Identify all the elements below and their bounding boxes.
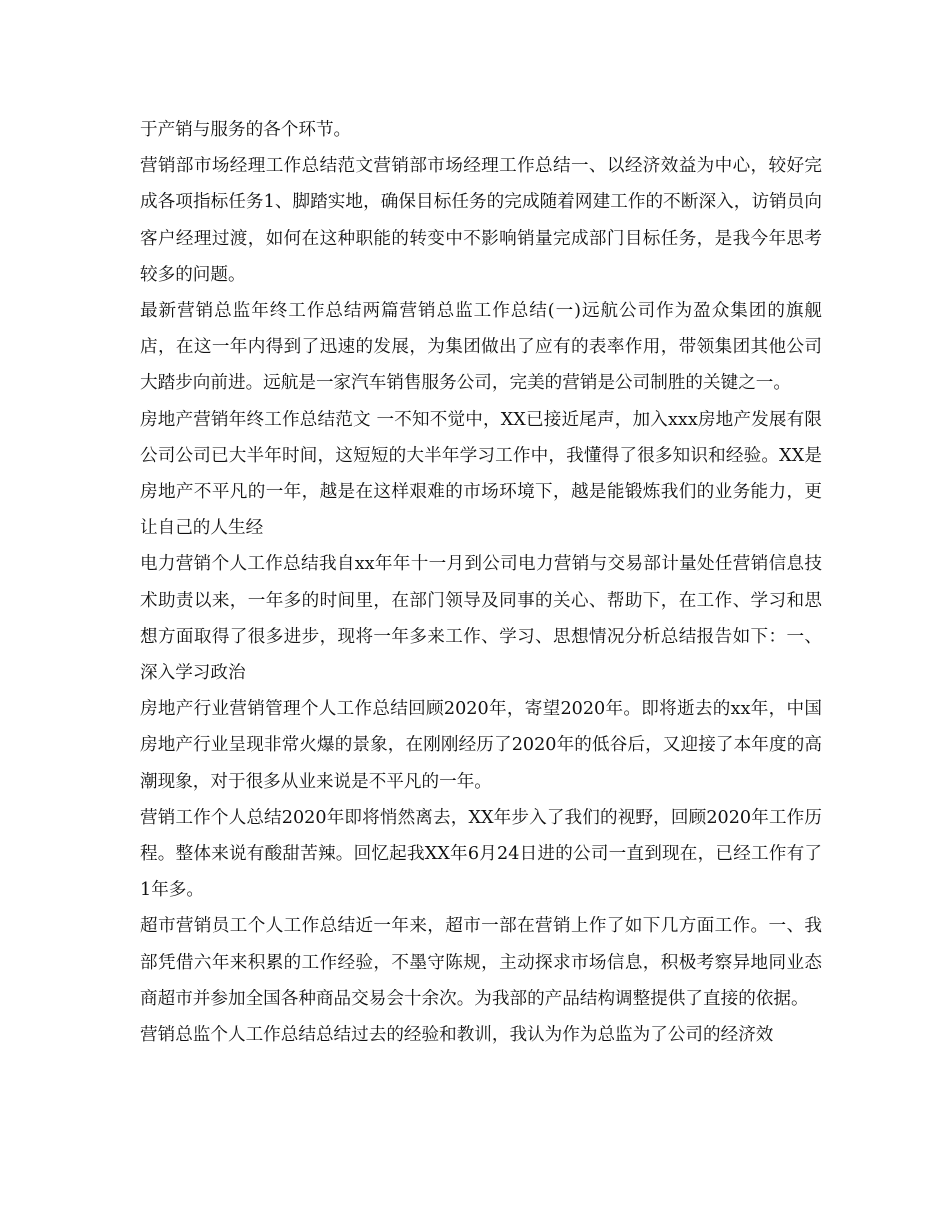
paragraph-4: 房地产营销年终工作总结范文 一不知不觉中，XX已接近尾声，加入xxx房地产发展有限公司公司已大半年时间，这短短的大半年学习工作中，我懂得了很多知识和经验。XX是房地产不平凡的一年，越是在这样艰难的市场环境下，越是能锻炼我们的业务能力，更让自己的人生经 <box>140 409 822 539</box>
paragraph-9: 营销总监个人工作总结总结过去的经验和教训，我认为作为总监为了公司的经济效 <box>140 1025 774 1046</box>
paragraph-8: 超市营销员工个人工作总结近一年来，超市一部在营销上作了如下几方面工作。一、我部凭借六年来积累的工作经验，不墨守陈规，主动探求市场信息，积极考察异地同业态商超市并参加全国各种商品交易会十余次。为我部的产品结构调整提供了直接的依据。 <box>140 916 822 1009</box>
paragraph-7: 营销工作个人总结2020年即将悄然离去，XX年步入了我们的视野，回顾2020年工作历程。整体来说有酸甜苦辣。回忆起我XX年6月24日进的公司一直到现在，已经工作有了1年多。 <box>140 807 822 901</box>
document-body <box>140 112 822 1053</box>
paragraph-3: 最新营销总监年终工作总结两篇营销总监工作总结(一)远航公司作为盈众集团的旗舰店，在这一年内得到了迅速的发展，为集团做出了应有的表率作用，带领集团其他公司大踏步向前进。远航是一家汽车销售服务公司，完美的营销是公司制胜的关键之一。 <box>140 301 822 394</box>
paragraph-1: 于产销与服务的各个环节。 <box>140 120 352 140</box>
paragraph-5: 电力营销个人工作总结我自xx年年十一月到公司电力营销与交易部计量处任营销信息技术助责以来，一年多的时间里，在部门领导及同事的关心、帮助下，在工作、学习和思想方面取得了很多进步，现将一年多来工作、学习、思想情况分析总结报告如下：一、深入学习政治 <box>140 554 822 684</box>
paragraph-6: 房地产行业营销管理个人工作总结回顾2020年，寄望2020年。即将逝去的xx年，中国房地产行业呈现非常火爆的景象，在刚刚经历了2020年的低谷后，又迎接了本年度的高潮现象，对于很多从业来说是不平凡的一年。 <box>140 699 822 792</box>
paragraph-2: 营销部市场经理工作总结范文营销部市场经理工作总结一、以经济效益为中心，较好完成各项指标任务1、脚踏实地，确保目标任务的完成随着网建工作的不断深入，访销员向客户经理过渡，如何在这种职能的转变中不影响销量完成部门目标任务，是我今年思考较多的问题。 <box>140 156 822 285</box>
